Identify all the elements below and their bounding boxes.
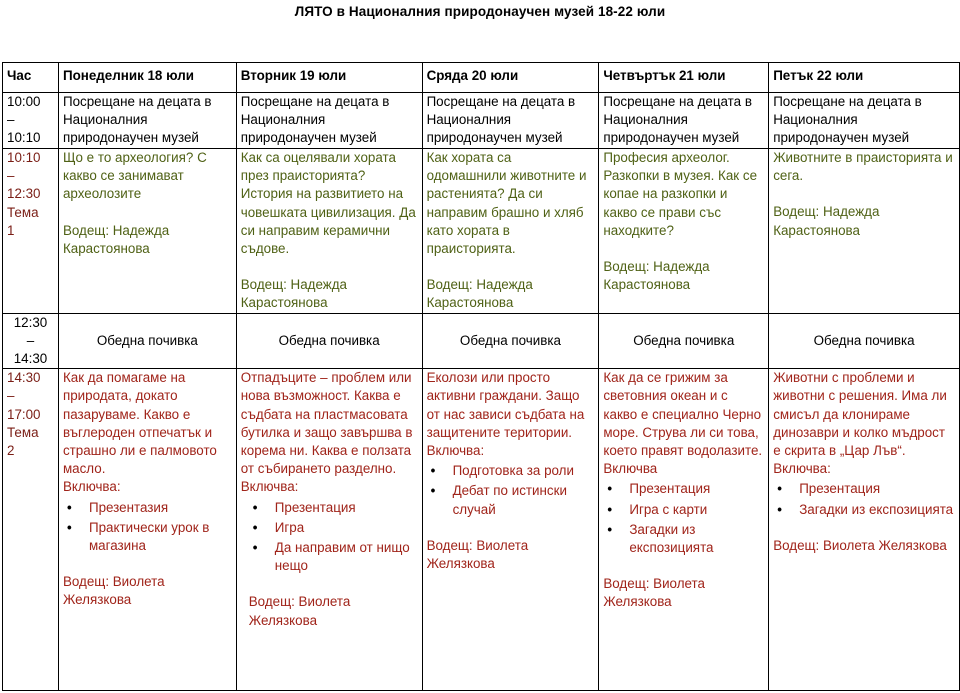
theme1-cell-tuesday: Как са оцелявали хората през праисторията? История на развитието на човешката цивилизация. Да си направим керамични съдове. Водещ: Надежда Карастоянова [236, 149, 422, 314]
leader-label: Водещ: Надежда Карастоянова [426, 277, 533, 311]
leader-label: Водещ: Виолета Желязкова [603, 576, 705, 610]
leader-label: Водещ: Надежда Карастоянова [773, 204, 880, 238]
meeting-cell-wednesday: Посрещане на децата в Националния природонаучен музей [422, 93, 599, 149]
list-item: • Дебат по истински случай [427, 482, 595, 518]
leader-label: Водещ: Надежда Карастоянова [240, 277, 347, 311]
list-item: • Да направим от нищо нещо [249, 539, 418, 575]
header-time: Час [3, 63, 59, 93]
includes-label: Включва: [426, 443, 485, 459]
includes-label: Включва: [240, 479, 299, 495]
header-monday: Понеделник 18 юли [58, 63, 236, 93]
includes-label: Включва: [62, 479, 121, 495]
time-cell-lunch: 12:30 – 14:30 [3, 313, 59, 369]
header-wednesday: Сряда 20 юли [422, 63, 599, 93]
includes-list [241, 499, 418, 576]
includes-list [63, 499, 232, 556]
time-cell-theme2: 14:30 – 17:00 Тема 2 [3, 369, 59, 691]
page-title: ЛЯТО в Националния природонаучен музей 18-22 юли [294, 4, 666, 19]
leader-label: Водещ: Надежда Карастоянова [603, 259, 710, 293]
lunch-cell-tuesday: Обедна почивка [236, 313, 422, 369]
table-row-lunch [3, 313, 960, 369]
lunch-cell-monday: Обедна почивка [58, 313, 236, 369]
theme1-cell-friday: Животните в праисторията и сега. Водещ: Надежда Карастоянова [769, 149, 960, 314]
meeting-cell-friday: Посрещане на децата в Националния природонаучен музей [769, 93, 960, 149]
lunch-cell-thursday: Обедна почивка [599, 313, 769, 369]
includes-label: Включва: [773, 461, 831, 477]
list-item: • Презентация [773, 480, 955, 498]
meeting-cell-thursday: Посрещане на децата в Националния природонаучен музей [599, 93, 769, 149]
theme2-cell-monday: Как да помагаме на природата, докато пазаруваме. Какво е въглероден отпечатък и страшно ли е палмовото масло. Включва: • Презентазия • Практически урок в магазина Водещ: Виолета Желязкова [58, 369, 236, 691]
theme1-cell-wednesday: Как хората са одомашнили животните и растенията? Да си направим брашно и хляб като хората в праисторията. Водещ: Надежда Карастоянова [422, 149, 599, 314]
list-item: • Игра [249, 519, 418, 537]
time-cell-theme1: 10:10 – 12:30 Тема 1 [3, 149, 59, 314]
list-item: • Подготовка за роли [427, 462, 595, 480]
theme1-cell-thursday: Професия археолог. Разкопки в музея. Как се копае на разкопки и какво се прави със находките? Водещ: Надежда Карастоянова [599, 149, 769, 314]
schedule-table [2, 62, 960, 691]
theme2-cell-tuesday: Отпадъците – проблем или нова възможност. Каква е съдбата на пластмасовата бутилка и защо завършва в корема ни. Каква е ползата от събирането разделно. Включва: • Презентация • Игра • Да направим от нищо нещо Водещ: Виолета Желязкова [236, 369, 422, 691]
table-row-theme2 [3, 369, 960, 691]
list-item: • Игра с карти [603, 501, 764, 519]
list-item: • Презентация [603, 480, 764, 498]
table-row-meeting [3, 93, 960, 149]
meeting-cell-monday: Посрещане на децата в Националния природонаучен музей [58, 93, 236, 149]
theme2-cell-wednesday: Еколози или просто активни граждани. Защо от нас зависи съдбата на защитените територии. Включва: • Подготовка за роли • Дебат по истински случай Водещ: Виолета Желязкова [422, 369, 599, 691]
header-tuesday: Вторник 19 юли [236, 63, 422, 93]
leader-label: Водещ: Виолета Желязкова [773, 537, 947, 553]
header-thursday: Четвъртък 21 юли [599, 63, 769, 93]
theme2-cell-friday: Животни с проблеми и животни с решения. Има ли смисъл да клонираме динозаври и колко мъдрост е скрита в „Цар Лъв“. Включва: • Презентация • Загадки из експозицията Водещ: Виолета Желязкова [769, 369, 960, 691]
header-friday: Петък 22 юли [769, 63, 960, 93]
list-item: • Презентазия [63, 499, 232, 517]
list-item: • Практически урок в магазина [63, 519, 232, 555]
includes-list [773, 480, 955, 518]
leader-label: Водещ: Виолета Желязкова [248, 594, 351, 628]
leader-label: Водещ: Виолета Желязкова [62, 574, 165, 608]
leader-label: Водещ: Виолета Желязкова [426, 537, 529, 572]
includes-list [427, 462, 595, 519]
leader-label: Водещ: Надежда Карастоянова [62, 222, 170, 256]
list-item: • Презентация [249, 499, 418, 517]
theme1-cell-monday: Що е то археология? С какво се занимават археолозите Водещ: Надежда Карастоянова [58, 149, 236, 314]
time-cell-meeting: 10:00 – 10:10 [3, 93, 59, 149]
table-row-theme1 [3, 149, 960, 314]
meeting-cell-tuesday: Посрещане на децата в Националния природонаучен музей [236, 93, 422, 149]
theme2-cell-thursday: Как да се грижим за световния океан и с какво е специално Черно море. Струва ли си това, което правят водолазите. Включва • Презентация • Игра с карти • Загадки из експозицията Водещ: Виолета Желязкова [599, 369, 769, 691]
header-row [3, 63, 960, 93]
includes-list [603, 480, 764, 557]
lunch-cell-wednesday: Обедна почивка [422, 313, 599, 369]
list-item: • Загадки из експозицията [773, 501, 955, 519]
list-item: • Загадки из експозицията [603, 521, 764, 557]
includes-label: Включва [603, 461, 658, 477]
lunch-cell-friday: Обедна почивка [769, 313, 960, 369]
